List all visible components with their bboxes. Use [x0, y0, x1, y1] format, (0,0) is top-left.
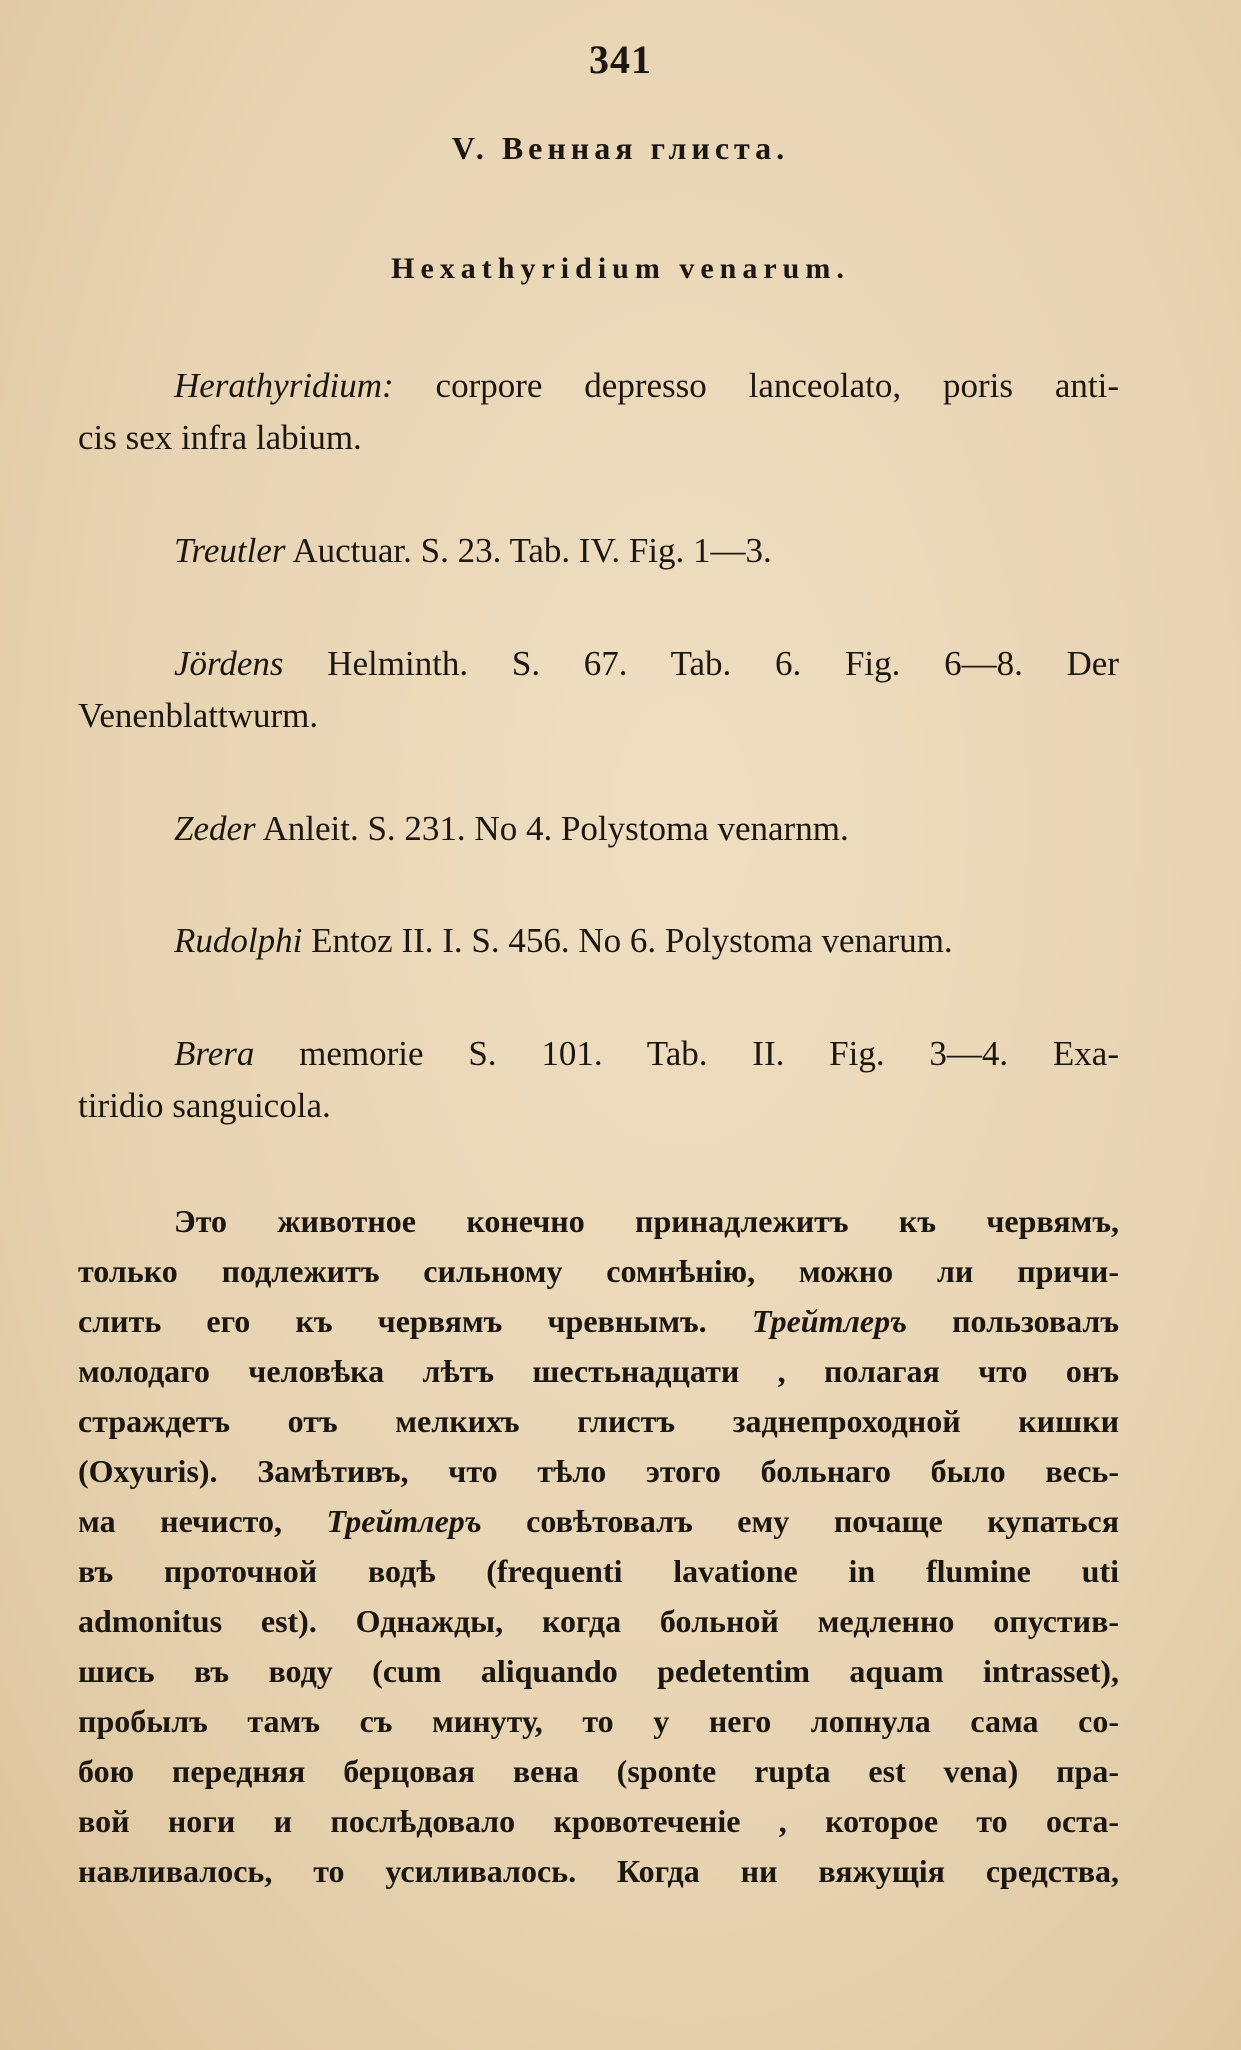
- body-line: шись въ воду (cum aliquando pedetentim aquam intrasset),: [78, 1653, 1119, 1689]
- body-line: только подлежитъ сильному сомнѣнію, можно ли причи-: [78, 1253, 1119, 1289]
- reference-jordens: Jördens Helminth. S. 67. Tab. 6. Fig. 6—8. Der Venenblattwurm.: [78, 644, 1119, 735]
- body-paragraph: [78, 1196, 1119, 1896]
- reference-author: Brera: [174, 1034, 255, 1073]
- reference-author: Zeder: [174, 809, 256, 848]
- body-line: вой ноги и послѣдовало кровотеченіе , которое то оста-: [78, 1803, 1119, 1839]
- genus-title: Hexathyridium venarum.: [391, 252, 850, 285]
- genus-name: Herathyridium:: [174, 366, 394, 405]
- body-line: слить его къ червямъ чревнымъ. Трейтлеръ пользовалъ: [78, 1303, 1120, 1339]
- chapter-title: V. Венная глиста.: [451, 130, 790, 166]
- body-line: пробылъ тамъ съ минуту, то у него лопнула сама со-: [78, 1703, 1119, 1739]
- reference-treutler: Treutler Auctuar. S. 23. Tab. IV. Fig. 1—3.: [174, 531, 772, 570]
- reference-author: Jördens: [174, 644, 284, 683]
- body-line: admonitus est). Однажды, когда больной медленно опустив-: [78, 1603, 1119, 1639]
- reference-zeder: Zeder Anleit. S. 231. No 4. Polystoma venarnm.: [174, 809, 849, 848]
- reference-author: Rudolphi: [174, 921, 303, 960]
- page-number: 341: [589, 37, 652, 82]
- body-line: въ проточной водѣ (frequenti lavatione in flumine uti: [78, 1553, 1119, 1589]
- body-line: ма нечисто, Трейтлеръ совѣтовалъ ему почаще купаться: [78, 1503, 1119, 1539]
- body-line: навливалось, то усиливалось. Когда ни вяжущія средства,: [78, 1853, 1119, 1889]
- reference-author: Treutler: [174, 531, 286, 570]
- author-name: Трейтлеръ: [326, 1503, 482, 1539]
- body-line: молодаго человѣка лѣтъ шестьнадцати , полагая что онъ: [78, 1353, 1119, 1389]
- body-line: Это животное конечно принадлежитъ къ червямъ,: [174, 1203, 1119, 1239]
- diagnosis-line: Herathyridium: corpore depresso lanceolato, poris anti-: [174, 366, 1119, 405]
- body-line: (Oxyuris). Замѣтивъ, что тѣло этого больнаго было весь-: [78, 1453, 1119, 1489]
- reference-rudolphi: Rudolphi Entoz II. I. S. 456. No 6. Polystoma venarum.: [174, 921, 953, 960]
- diagnosis-paragraph: [78, 360, 1119, 464]
- body-line: страждетъ отъ мелкихъ глистъ заднепроходной кишки: [78, 1403, 1119, 1439]
- diagnosis-line: cis sex infra labium.: [78, 418, 362, 457]
- body-line: бою передняя берцовая вена (sponte rupta est vena) пра-: [78, 1753, 1119, 1789]
- reference-brera: Brera memorie S. 101. Tab. II. Fig. 3—4. Exa- tiridio sanguicola.: [78, 1034, 1119, 1125]
- author-name: Трейтлеръ: [751, 1303, 907, 1339]
